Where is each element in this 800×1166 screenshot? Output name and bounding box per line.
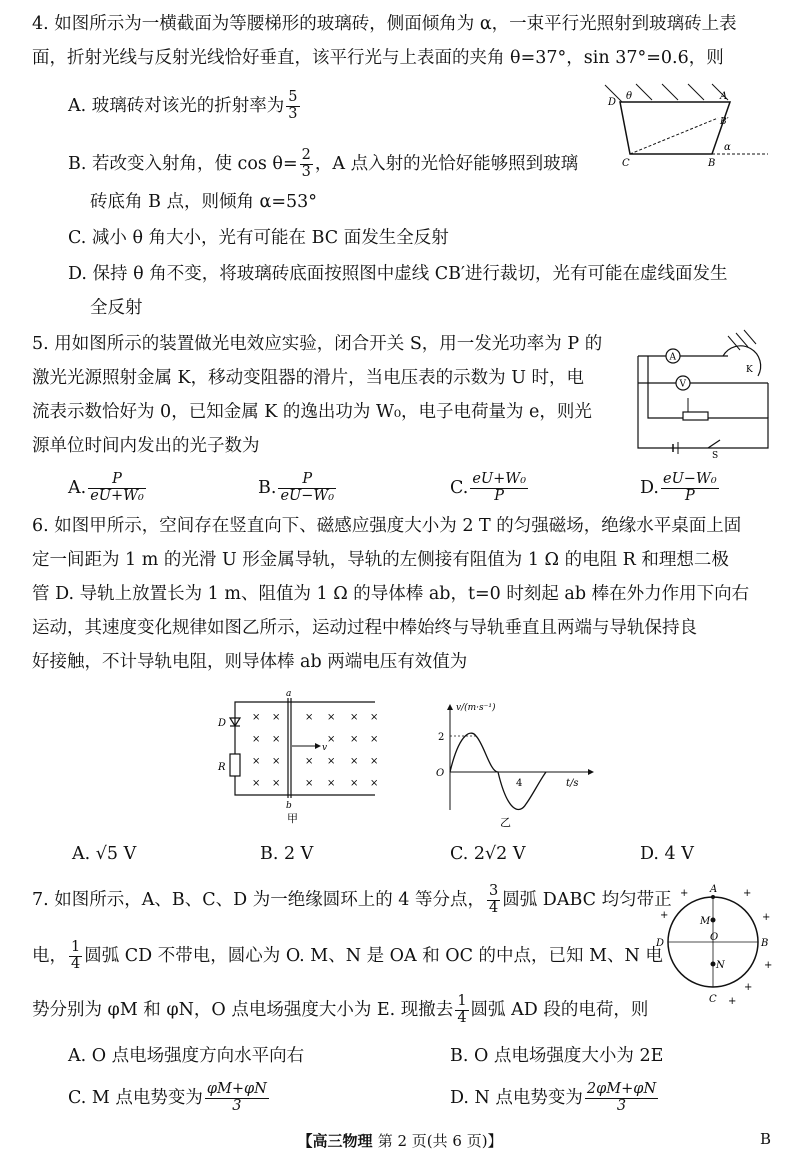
point-m xyxy=(711,918,716,923)
q4-stem-line2: 面，折射光线与反射光线恰好垂直，该平行光与上表面的夹角 θ=37°，sin 37°=0.6，则 xyxy=(32,48,724,68)
q5-stem-line2: 激光光源照射金属 K，移动变阻器的滑片，当电压表的示数为 U 时，电 xyxy=(32,368,585,388)
svg-text:A: A xyxy=(710,884,718,895)
svg-text:×: × xyxy=(272,778,281,789)
svg-text:R: R xyxy=(218,762,226,773)
q6-figure-jia xyxy=(210,690,390,825)
svg-text:×: × xyxy=(272,712,281,723)
svg-text:×: × xyxy=(327,712,336,723)
q4-option-a: A. 玻璃砖对该光的折射率为 $\frac{5}{3}$ xyxy=(68,89,298,122)
charge-plus-marks xyxy=(660,888,772,1007)
svg-text:×: × xyxy=(327,778,336,789)
q7-option-d: D. N 点电势变为 $\frac{2\varphi M+\varphi N}{3}$ xyxy=(450,1081,657,1114)
svg-text:×: × xyxy=(370,756,379,767)
switch-icon xyxy=(708,440,720,448)
velocity-curve xyxy=(450,733,546,809)
q7-stem-line3: 势分别为 φM 和 φN，O 点电场强度大小为 E. 现撤去 $\frac{1}{4}$ 圆弧 AD 段的电荷，则 xyxy=(32,993,649,1026)
magnetic-field-marks xyxy=(252,712,378,789)
q5-option-d: D. $\frac{\text{eU−W₀}}{P}$ xyxy=(640,471,717,504)
q4-option-d-line1: D. 保持 θ 角不变，将玻璃砖底面按照图中虚线 CB′进行裁切，光有可能在虚线面发生 xyxy=(68,264,728,284)
q6-option-a: A. √5 V xyxy=(72,844,137,864)
svg-text:×: × xyxy=(350,778,359,789)
light-ray xyxy=(636,84,652,100)
point-n xyxy=(711,962,716,967)
svg-text:v/(m·s⁻¹): v/(m·s⁻¹) xyxy=(456,703,496,713)
q4-trapezoid-figure xyxy=(600,80,780,172)
svg-text:×: × xyxy=(305,778,314,789)
q5-option-b: B. $\frac{P}{\text{eU−W₀}}$ xyxy=(258,471,335,504)
q4-option-c: C. 减小 θ 角大小，光有可能在 BC 面发生全反射 xyxy=(68,228,449,248)
label-theta: θ xyxy=(626,91,633,102)
svg-text:×: × xyxy=(272,756,281,767)
phototube-icon xyxy=(723,346,761,376)
svg-text:M: M xyxy=(700,916,711,927)
q5-stem-line4: 源单位时间内发出的光子数为 xyxy=(32,436,260,456)
q4-option-d-line2: 全反射 xyxy=(90,298,143,318)
svg-text:+: + xyxy=(762,912,771,923)
q4-option-b: B. 若改变入射角，使 cos θ= $\frac{2}{3}$ ，A 点入射的光恰好能够照到玻璃 xyxy=(68,147,579,180)
svg-text:+: + xyxy=(764,960,773,971)
q6-stem-line2: 定一间距为 1 m 的光滑 U 形金属导轨，导轨的左侧接有阻值为 1 Ω 的电阻 R 和理想二极 xyxy=(32,550,729,570)
label-b: B xyxy=(708,158,716,169)
svg-text:×: × xyxy=(370,778,379,789)
q7-ring-figure xyxy=(648,880,778,1010)
page-footer xyxy=(0,1130,800,1151)
q7-stem-line1: 7. 如图所示，A、B、C、D 为一绝缘圆环上的 4 等分点， $\frac{3}{4}$ 圆弧 DABC 均匀带正 xyxy=(32,883,672,916)
svg-text:×: × xyxy=(370,712,379,723)
svg-text:×: × xyxy=(350,712,359,723)
svg-text:D: D xyxy=(656,938,665,949)
svg-text:O: O xyxy=(710,932,719,943)
fraction: $\frac{2}{3}$ xyxy=(301,147,311,180)
svg-text:K: K xyxy=(746,365,753,375)
svg-text:2: 2 xyxy=(438,732,445,743)
svg-text:×: × xyxy=(252,712,261,723)
svg-text:×: × xyxy=(327,734,336,745)
label-b-prime: B′ xyxy=(720,117,729,127)
label-alpha: α xyxy=(724,142,731,153)
svg-text:+: + xyxy=(680,888,689,899)
svg-text:A: A xyxy=(669,352,676,363)
light-ray xyxy=(662,84,678,100)
q4-option-b-line2: 砖底角 B 点，则倾角 α=53° xyxy=(90,192,318,212)
svg-text:b: b xyxy=(286,801,292,811)
label-a: A xyxy=(720,91,728,102)
svg-text:a: a xyxy=(286,690,292,699)
svg-text:C: C xyxy=(709,994,717,1005)
q6-stem-line5: 好接触，不计导轨电阻，则导体棒 ab 两端电压有效值为 xyxy=(32,652,468,672)
svg-text:×: × xyxy=(252,756,261,767)
q6-option-b: B. 2 V xyxy=(260,844,314,864)
svg-text:B: B xyxy=(761,938,769,949)
svg-text:×: × xyxy=(272,734,281,745)
cut-line-cbp xyxy=(630,118,718,154)
label-c: C xyxy=(622,158,630,169)
svg-text:×: × xyxy=(305,712,314,723)
resistor-icon xyxy=(230,754,240,776)
footer-page-number: 第 2 页(共 6 页)】 xyxy=(377,1132,503,1150)
svg-text:V: V xyxy=(679,379,686,390)
fraction: $\frac{5}{3}$ xyxy=(288,89,298,122)
svg-text:S: S xyxy=(712,451,719,458)
svg-text:D: D xyxy=(218,718,227,729)
svg-text:×: × xyxy=(305,756,314,767)
svg-text:O: O xyxy=(436,768,445,779)
svg-text:甲: 甲 xyxy=(287,812,298,825)
q5-circuit-figure xyxy=(628,328,778,458)
svg-text:×: × xyxy=(350,734,359,745)
footer-subject: 【高三物理 xyxy=(297,1132,373,1150)
svg-text:×: × xyxy=(252,734,261,745)
q5-stem-line1: 5. 用如图所示的装置做光电效应实验，闭合开关 S，用一发光功率为 P 的 xyxy=(32,334,603,354)
svg-text:×: × xyxy=(327,756,336,767)
svg-text:4: 4 xyxy=(516,778,523,789)
paper-version-mark: B xyxy=(760,1130,772,1148)
svg-text:+: + xyxy=(728,996,737,1007)
svg-text:N: N xyxy=(716,960,725,971)
svg-text:t/s: t/s xyxy=(566,778,579,789)
q7-stem-line2: 电， $\frac{1}{4}$ 圆弧 CD 不带电，圆心为 O. M、N 是 OA 和 OC 的中点，已知 M、N 电 xyxy=(32,939,663,972)
svg-text:v: v xyxy=(322,743,328,753)
q7-option-b: B. O 点电场强度大小为 2E xyxy=(450,1046,664,1066)
rheostat-icon xyxy=(683,412,708,420)
light-ray xyxy=(688,84,704,100)
q6-option-d: D. 4 V xyxy=(640,844,694,864)
svg-text:+: + xyxy=(744,982,753,993)
q6-option-c: C. 2√2 V xyxy=(450,844,526,864)
glass-trapezoid xyxy=(620,102,730,154)
q6-stem-line1: 6. 如图甲所示，空间存在竖直向下、磁感应强度大小为 2 T 的匀强磁场，绝缘水平桌面上固 xyxy=(32,516,742,536)
q6-stem-line4: 运动，其速度变化规律如图乙所示，运动过程中棒始终与导轨垂直且两端与导轨保持良 xyxy=(32,618,697,638)
q7-option-c: C. M 点电势变为 $\frac{\varphi M+\varphi N}{3}$ xyxy=(68,1081,267,1114)
svg-text:×: × xyxy=(370,734,379,745)
q5-option-a: A. $\frac{P}{\text{eU+W₀}}$ xyxy=(68,471,144,504)
svg-text:+: + xyxy=(660,910,669,921)
label-d: D xyxy=(608,97,617,108)
q5-stem-line3: 流表示数恰好为 0，已知金属 K 的逸出功为 W₀，电子电荷量为 e，则光 xyxy=(32,402,592,422)
q4-stem-line1: 4. 如图所示为一横截面为等腰梯形的玻璃砖，侧面倾角为 α，一束平行光照射到玻璃砖上表 xyxy=(32,14,737,34)
q6-stem-line3: 管 D. 导轨上放置长为 1 m、阻值为 1 Ω 的导体棒 ab，t=0 时刻起 ab 棒在外力作用下向右 xyxy=(32,584,750,604)
svg-text:+: + xyxy=(743,888,752,899)
svg-text:×: × xyxy=(350,756,359,767)
q6-figure-yi xyxy=(428,700,598,830)
svg-text:乙: 乙 xyxy=(500,816,511,829)
svg-text:×: × xyxy=(252,778,261,789)
q7-option-a: A. O 点电场强度方向水平向右 xyxy=(68,1046,305,1066)
q5-option-c: C. $\frac{\text{eU+W₀}}{P}$ xyxy=(450,471,527,504)
